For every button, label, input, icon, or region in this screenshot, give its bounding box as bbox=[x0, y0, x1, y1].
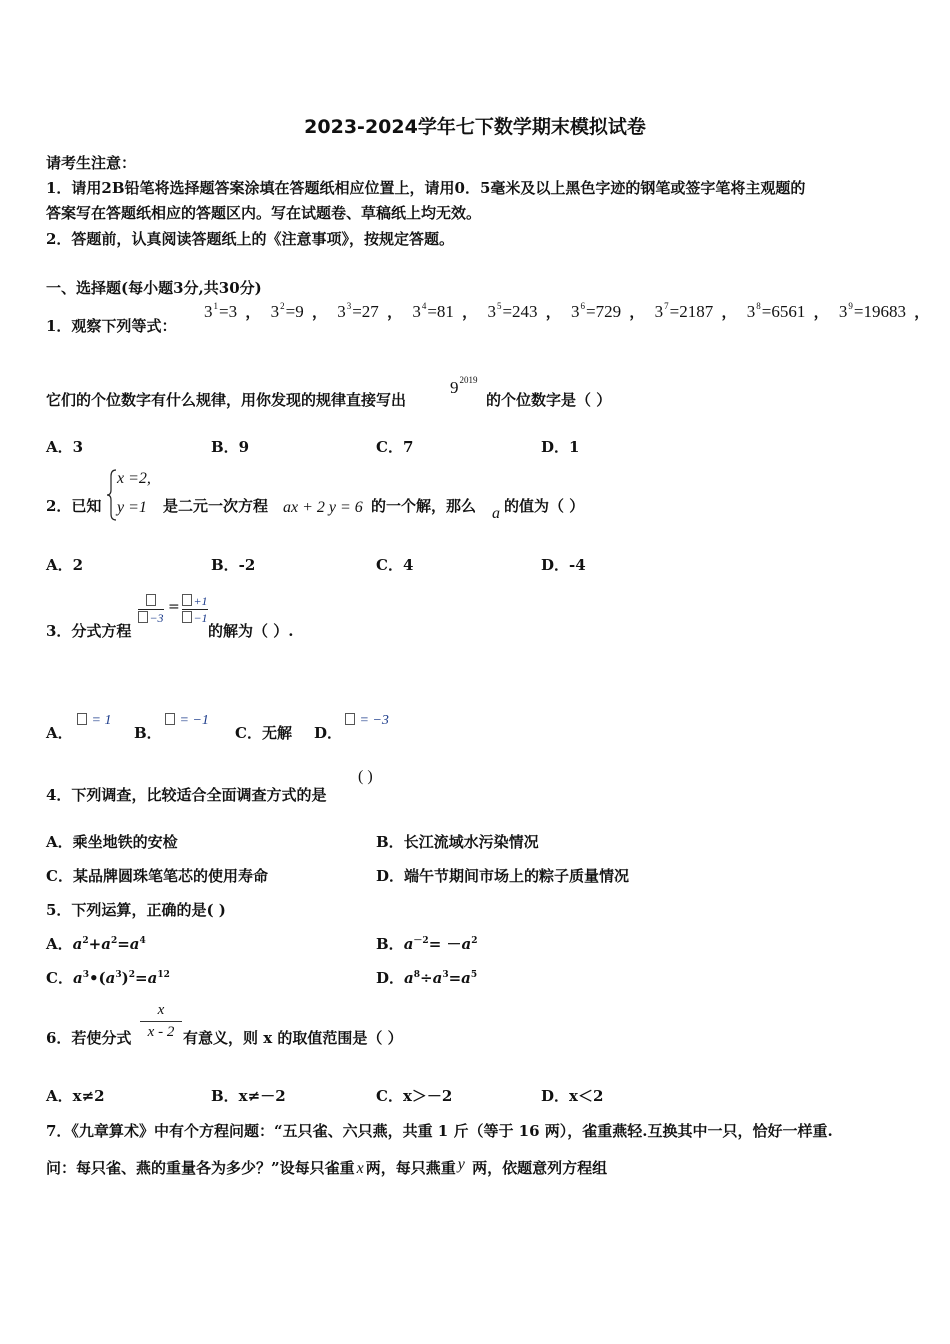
q3-option-c[interactable]: C．无解 bbox=[235, 724, 292, 742]
q1-power-9-2019: $9^{2019}$ bbox=[450, 375, 478, 397]
q7-line-2: 问：每只雀、燕的重量各为多少？”设每只雀重 x 两，每只燕重 y 两，依题意列方程组 bbox=[46, 1156, 608, 1177]
q1-option-d[interactable]: D．1 bbox=[541, 438, 580, 456]
q4-option-a[interactable]: A．乘坐地铁的安检 bbox=[46, 833, 178, 851]
q1-option-b[interactable]: B．9 bbox=[211, 438, 250, 456]
q7-var-x: x bbox=[356, 1160, 364, 1177]
q3-option-a-label[interactable]: A． bbox=[46, 724, 73, 742]
q2-option-d[interactable]: D．-4 bbox=[541, 556, 586, 574]
q1-option-a[interactable]: A．3 bbox=[46, 438, 84, 456]
q5-label: 5．下列运算，正确的是( ) bbox=[46, 901, 226, 919]
q4-label: 4．下列调查，比较适合全面调查方式的是 bbox=[46, 786, 327, 804]
q3-tail: 的解为（ ）. bbox=[208, 622, 294, 640]
notice-line-1: 1．请用2B铅笔将选择题答案涂填在答题纸相应位置上，请用0．5毫米及以上黑色字迹的钢笔或签字笔将主观题的 bbox=[46, 179, 806, 197]
q5-option-b[interactable]: B．$a^{-2}= -a^2$ bbox=[376, 935, 478, 953]
q6-label: 6．若使分式 bbox=[46, 1029, 132, 1047]
q1-power: $3^7=2187$ bbox=[654, 301, 714, 321]
q1-powers-row: $3^1=3$ ， $3^2=9$ ， $3^3=27$ ， $3^4=81$ ， $3^5=243$ ， $3^6=729$ ， $3^7=2187$ ， $3^8=6561$ ， $3^9=19683$ ， bbox=[204, 301, 930, 321]
q2-tail: 的值为（ ） bbox=[504, 497, 585, 515]
q3-option-b-label[interactable]: B． bbox=[134, 724, 162, 742]
q2-label: 2．已知 bbox=[46, 497, 102, 515]
q1-power: $3^9=19683$ bbox=[838, 301, 906, 321]
q3-option-d-label[interactable]: D． bbox=[314, 724, 343, 742]
q3-option-a-value: = 1 bbox=[77, 713, 111, 729]
notice-line-2: 2．答题前，认真阅读答题纸上的《注意事项》，按规定答题。 bbox=[46, 230, 454, 248]
q1-text-after: 的个位数字是（ ） bbox=[486, 391, 612, 409]
q1-power: $3^4=81$ bbox=[412, 301, 454, 321]
q3-lhs-fraction: −3 bbox=[138, 594, 164, 625]
q3-equals: = bbox=[168, 599, 180, 615]
q5-option-c[interactable]: C．$a^3•(a^3)^2=a^{12}$ bbox=[46, 969, 170, 987]
q1-power: $3^1=3$ bbox=[204, 301, 238, 321]
notice-heading: 请考生注意： bbox=[46, 154, 137, 172]
q6-option-c[interactable]: C．x＞－2 bbox=[376, 1087, 453, 1105]
q1-power: $3^8=6561$ bbox=[746, 301, 806, 321]
q2-system-eq2: y =1 bbox=[117, 499, 147, 516]
q3-option-b-value: = −1 bbox=[165, 713, 209, 729]
notice-line-1b: 答案写在答题纸相应的答题区内。写在试题卷、草稿纸上均无效。 bbox=[46, 204, 482, 222]
q4-option-b[interactable]: B．长江流域水污染情况 bbox=[376, 833, 539, 851]
section-choice-heading: 一、选择题(每小题3分,共30分) bbox=[46, 279, 262, 297]
q4-paren: ( ) bbox=[358, 768, 373, 785]
q6-option-d[interactable]: D．x＜2 bbox=[541, 1087, 604, 1105]
q1-text-before: 它们的个位数字有什么规律，用你发现的规律直接写出 bbox=[46, 391, 407, 409]
q7-var-y: y bbox=[457, 1156, 465, 1173]
q2-option-c[interactable]: C．4 bbox=[376, 556, 414, 574]
q4-option-d[interactable]: D．端午节期间市场上的粽子质量情况 bbox=[376, 867, 630, 885]
q2-equation: ax + 2 y = 6 bbox=[283, 499, 363, 516]
q6-option-b[interactable]: B．x≠－2 bbox=[211, 1087, 286, 1105]
q3-label: 3．分式方程 bbox=[46, 622, 132, 640]
q3-rhs-fraction: +1 −1 bbox=[182, 594, 208, 625]
q1-power: $3^6=729$ bbox=[571, 301, 622, 321]
q5-option-d[interactable]: D．$a^8\div a^3=a^5$ bbox=[376, 969, 478, 987]
q2-system-eq1: x =2, bbox=[117, 470, 151, 487]
page-title: 2023-2024学年七下数学期末模拟试卷 bbox=[304, 116, 646, 138]
q6-option-a[interactable]: A．x≠2 bbox=[46, 1087, 105, 1105]
q1-power: $3^2=9$ bbox=[270, 301, 304, 321]
q2-option-b[interactable]: B．-2 bbox=[211, 556, 256, 574]
q4-option-c[interactable]: C．某品牌圆珠笔笔芯的使用寿命 bbox=[46, 867, 268, 885]
q7-line-1: 7．《九章算术》中有个方程问题：“五只雀、六只燕，共重 1 斤（等于 16 两），雀重燕轻.互换其中一只，恰好一样重. bbox=[46, 1122, 833, 1140]
q2-mid-text-2: 的一个解，那么 bbox=[371, 497, 477, 515]
q5-option-a[interactable]: A．$a^2+a^2=a^4$ bbox=[46, 935, 146, 953]
q3-option-d-value: = −3 bbox=[345, 713, 389, 729]
q1-option-c[interactable]: C．7 bbox=[376, 438, 414, 456]
q1-power: $3^3=27$ bbox=[337, 301, 379, 321]
q6-tail: 有意义，则 x 的取值范围是（ ） bbox=[183, 1029, 403, 1047]
q2-option-a[interactable]: A．2 bbox=[46, 556, 84, 574]
q2-mid-text: 是二元一次方程 bbox=[163, 497, 269, 515]
q2-variable-a: a bbox=[492, 505, 500, 522]
q6-fraction: x x - 2 bbox=[140, 1002, 182, 1041]
q1-label: 1．观察下列等式： bbox=[46, 317, 177, 335]
q1-power: $3^5=243$ bbox=[487, 301, 538, 321]
